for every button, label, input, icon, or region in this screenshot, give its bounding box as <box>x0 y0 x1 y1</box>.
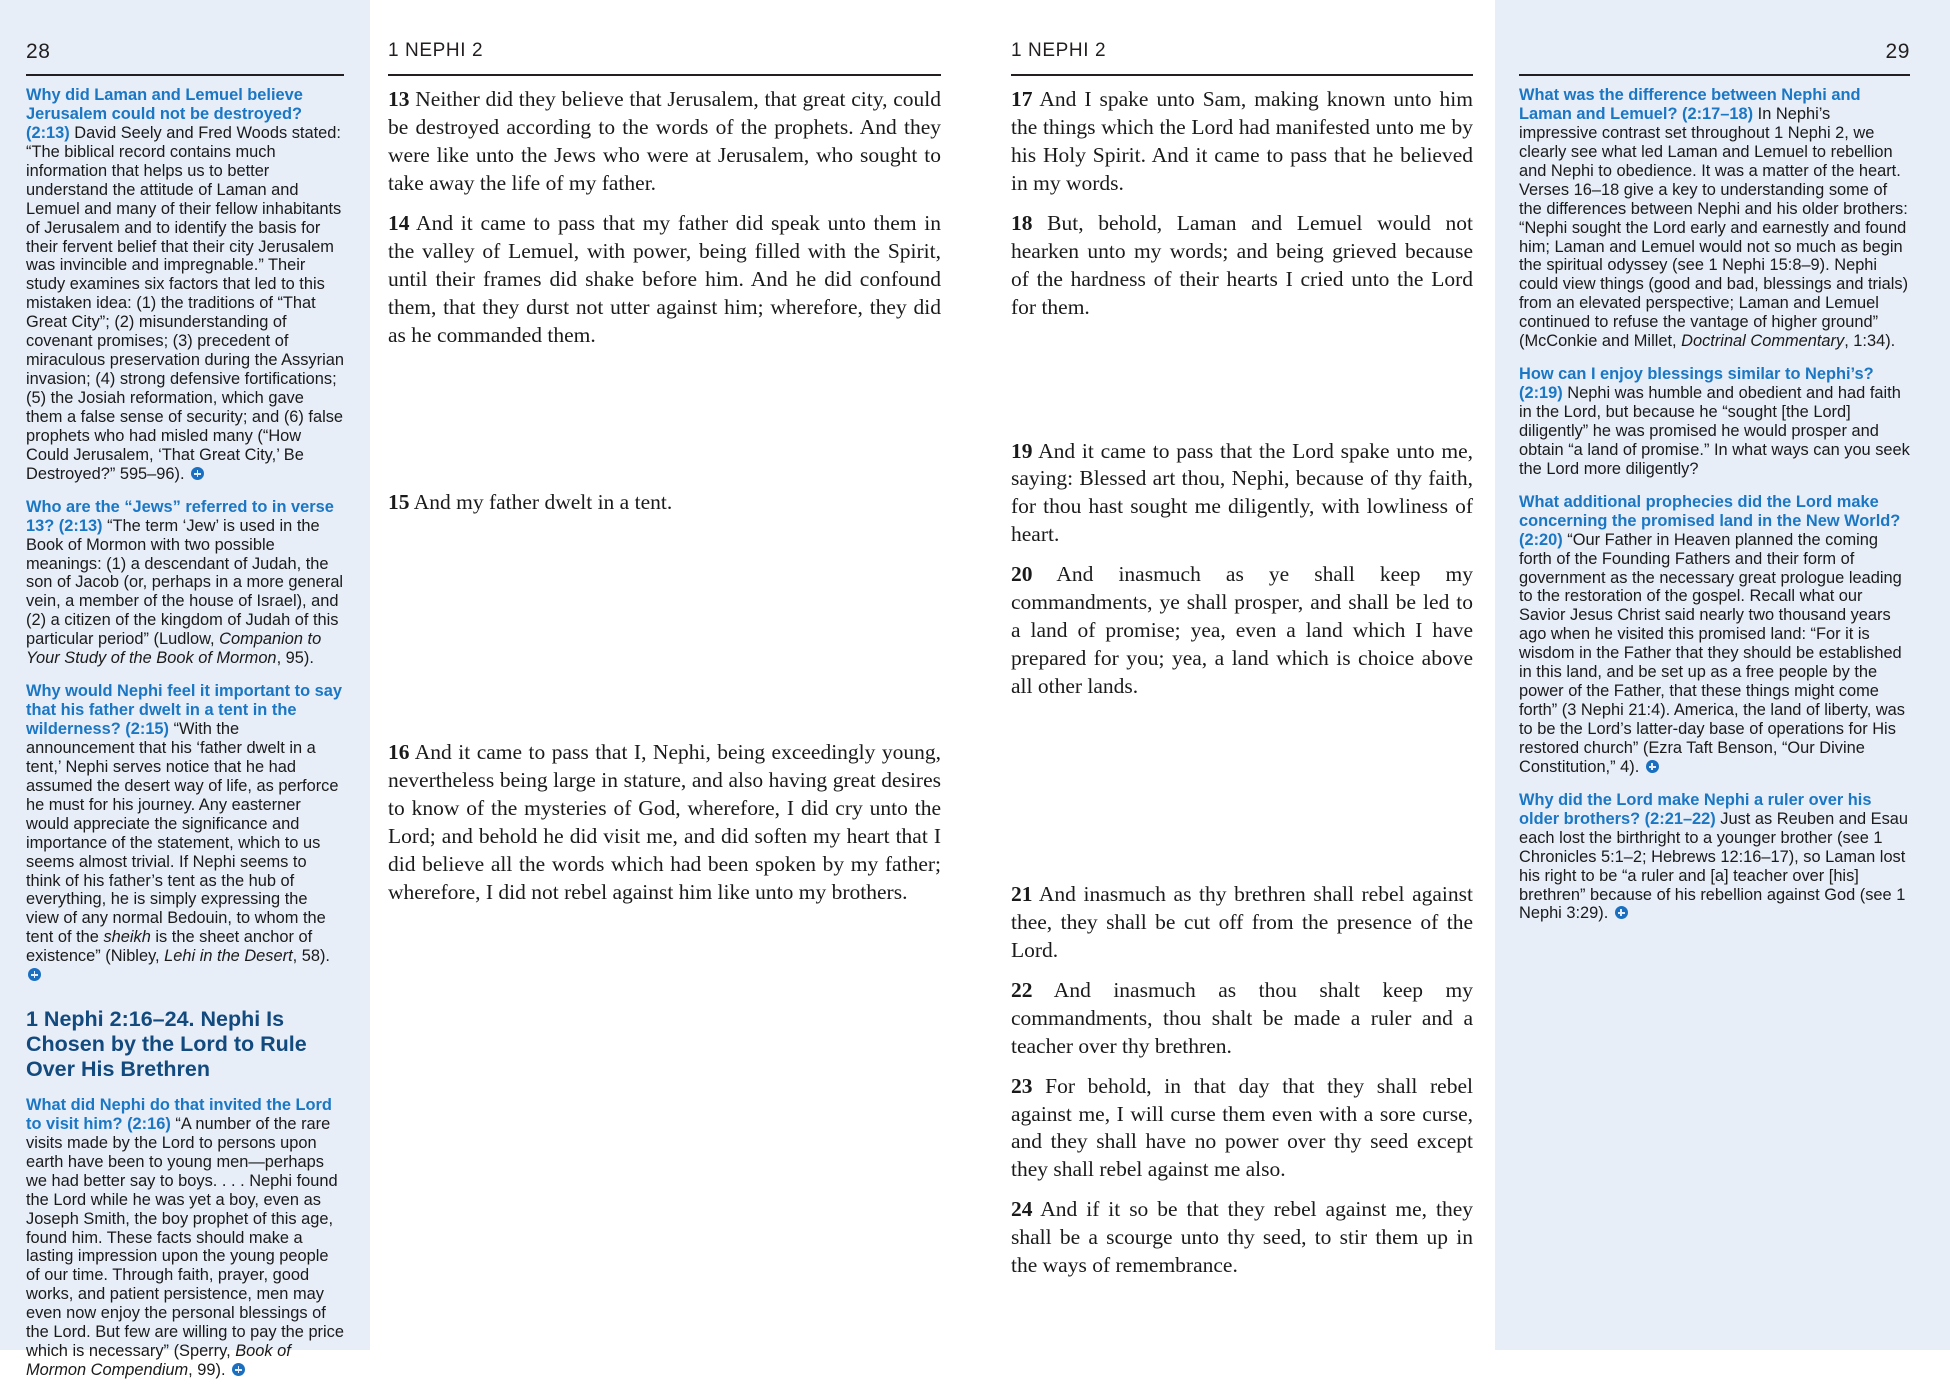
right-scripture-column <box>975 0 1495 1350</box>
sidebar-question-heading: How can I enjoy blessings similar to Nephi’s? (2:19) <box>1519 365 1874 403</box>
plus-circle-icon[interactable] <box>28 968 41 981</box>
right-column-rule <box>1011 74 1473 76</box>
plus-circle-icon[interactable] <box>232 1363 245 1376</box>
sidebar-citation-title: Companion to Your Study of the Book of Mormon <box>26 630 322 668</box>
left-page <box>0 0 975 1380</box>
sidebar-question-heading: What did Nephi do that invited the Lord to visit him? (2:16) <box>26 1095 332 1133</box>
verse-paragraph <box>1011 210 1473 322</box>
sidebar-question-body: “With the announcement that his ‘father dwelt in a tent,’ Nephi serves notice that he had assumed the desert way of life, as perforce he must for his journey. Any easterner would appreciate the significance and importance of the statement, which to us seems almost trivial. If Nephi seems to think of his father’s tent as the hub of everything, he is simply expressing the view of any normal Bedouin, to whom the tent of the <box>26 720 339 947</box>
verse-number: 17 <box>1011 87 1033 111</box>
sidebar-question-body: Just as Reuben and Esau each lost the birthright to a younger brother (see 1 Chronicles 5:1–2; Hebrews 12:16–17), so Laman lost his right to be “a ruler and [a] teacher over [his] brethren” because of his rebellion against God (see 1 Nephi 3:29). <box>1519 809 1909 923</box>
sidebar-question-block <box>1519 791 1910 924</box>
verse-paragraph <box>1011 1073 1473 1185</box>
verse-paragraph <box>388 739 941 907</box>
verse-spacer <box>388 361 941 489</box>
left-running-head: 1 NEPHI 2 <box>388 40 484 61</box>
sidebar-question-body: “Our Father in Heaven planned the coming forth of the Founding Fathers and their form of government as the necessary great prologue leading to the restoration of the gospel. Recall what our Savior Jesus Christ said nearly two thousand years ago when he visited this promised land: “For it is wisdom in the Father that they should be established in this land, and be set up as a free people by the power of the Father, that these things might come forth” (3 Nephi 21:4). America, the land of liberty, was to be the Lord’s latter-day base of operations for His restored church” (Ezra Taft Benson, “Our Divine Constitution,” 4). <box>1519 530 1905 776</box>
right-page <box>975 0 1950 1350</box>
sidebar-citation-page: , 58). <box>292 947 330 966</box>
plus-circle-icon[interactable] <box>1646 760 1659 773</box>
sidebar-body-continued: is the sheet anchor of existence” (Nibley, <box>26 928 313 966</box>
sidebar-question-heading: What was the difference between Nephi and Laman and Lemuel? (2:17–18) <box>1519 86 1861 123</box>
verse-text: But, behold, Laman and Lemuel would not hearken unto my words; and being grieved because of the hardness of their hearts I cried unto the Lord for them. <box>1011 210 1473 319</box>
sidebar-question-heading: Who are the “Jews” referred to in verse 13? (2:13) <box>26 497 334 535</box>
verse-text: And I spake unto Sam, making known unto him the things which the Lord had manifested unto me by his Holy Spirit. And it came to pass that he believed in my words. <box>1011 87 1473 195</box>
verse-paragraph <box>1011 881 1473 965</box>
verse-paragraph <box>1011 977 1473 1061</box>
verse-paragraph <box>388 210 941 350</box>
verse-number: 13 <box>388 87 410 111</box>
verse-number: 19 <box>1011 438 1033 463</box>
left-verse-list <box>388 86 941 919</box>
sidebar-citation-page: , 1:34). <box>1844 332 1896 351</box>
sidebar-citation-title: Lehi in the Desert <box>164 947 293 966</box>
sidebar-citation-page: , 95). <box>276 649 314 668</box>
verse-number: 24 <box>1011 1197 1033 1222</box>
right-sidebar-rule <box>1519 74 1910 76</box>
verse-text: For behold, in that day that they shall rebel against me, I will curse them even with a sore curse, and they shall have no power over thy seed except they shall rebel against me also. <box>1011 1073 1473 1182</box>
sidebar-question-block <box>26 682 344 985</box>
verse-spacer <box>1011 713 1473 881</box>
sidebar-question-heading: What additional prophecies did the Lord make concerning the promised land in the New World? (2:20) <box>1519 492 1901 549</box>
sidebar-question-body: David Seely and Fred Woods stated: “The biblical record contains much information that helps us to better understand the attitude of Laman and Lemuel and many of their fellow inhabitants of Jerusalem and to identify the basis for their fervent belief that their city Jerusalem was invincible and impregnable.” Their study examines six factors that led to this mistaken idea: (1) the traditions of “That Great City”; (2) misunderstanding of covenant promises; (3) precedent of miraculous preservation during the Assyrian invasion; (4) strong defensive fortifications; (5) the Josiah reformation, which gave them a false sense of security; and (6) false prophets who had misled many (“How Could Jerusalem, ‘That Great City,’ Be Destroyed?” 595–96). <box>26 123 344 483</box>
right-verse-list <box>1011 86 1473 1292</box>
sidebar-section-heading: 1 Nephi 2:16–24. Nephi Is Chosen by the Lord to Rule Over His Brethren <box>26 1007 307 1081</box>
verse-spacer <box>388 529 941 739</box>
verse-text: And inasmuch as thy brethren shall rebel against thee, they shall be cut off from the presence of the Lord. <box>1011 881 1473 962</box>
verse-text: And it came to pass that the Lord spake unto me, saying: Blessed art thou, Nephi, because of thy faith, for thou hast sought me diligently, with lowliness of heart. <box>1011 438 1473 547</box>
sidebar-question-block <box>1519 86 1910 351</box>
sidebar-question-body: Nephi was humble and obedient and had faith in the Lord, but because he “sought [the Lord] diligently” he was promised he would prosper and obtain “a land of promise.” In what ways can you seek the Lord more diligently? <box>1519 384 1910 478</box>
left-sidebar-rule <box>26 74 344 76</box>
verse-number: 22 <box>1011 977 1033 1002</box>
right-page-folio: 29 <box>1885 40 1910 63</box>
sidebar-question-block <box>26 86 344 484</box>
verse-number: 18 <box>1011 210 1033 235</box>
sidebar-citation-title: Book of Mormon Compendium <box>26 1342 291 1380</box>
verse-number: 23 <box>1011 1073 1033 1098</box>
left-column-rule <box>388 74 941 76</box>
verse-paragraph <box>388 489 941 517</box>
left-sidebar-body <box>26 86 344 1394</box>
left-page-folio: 28 <box>26 40 51 63</box>
verse-text: Neither did they believe that Jerusalem, that great city, could be destroyed according to the words of the prophets. And they were like unto the Jews who were at Jerusalem, who sought to take away the life of my father. <box>388 87 941 195</box>
sidebar-question-body: In Nephi’s impressive contrast set throughout 1 Nephi 2, we clearly see what led Laman and Lemuel to rebellion and Nephi to obedience. It was a matter of the heart. Verses 16–18 give a key to understanding some of the differences between Nephi and his older brothers: “Nephi sought the Lord early and earnestly and found him; Laman and Lemuel would not so much as begin the spiritual odyssey (see 1 Nephi 15:8–9). Nephi could view things (good and bad, blessings and trials) from an elevated perspective; Laman and Lemuel continued to refuse the vantage of higher ground” (McConkie and Millet, <box>1519 104 1909 351</box>
verse-text: And it came to pass that I, Nephi, being exceedingly young, nevertheless being large in stature, and also having great desires to know of the mysteries of God, wherefore, I did cry unto the Lord; and behold he did visit me, and did soften my heart that I did believe all the words which had been spoken by my father; wherefore, I did not rebel against him like unto my brothers. <box>388 740 941 905</box>
verse-text: And my father dwelt in a tent. <box>409 490 673 515</box>
right-running-head: 1 NEPHI 2 <box>1011 40 1107 61</box>
left-scripture-column <box>370 0 975 1350</box>
sidebar-citation-title: Doctrinal Commentary <box>1681 332 1845 351</box>
sidebar-question-block <box>1519 365 1910 479</box>
sidebar-question-body: “A number of the rare visits made by the Lord to persons upon earth have been to young men—perhaps we had better say to boys. . . . Nephi found the Lord while he was yet a boy, even as Joseph Smith, the boy prophet of this age, found him. These facts should make a lasting impression upon the young people of our time. Through faith, prayer, good works, and patient persistence, men may even now enjoy the personal blessings of the Lord. But few are willing to pay the price which is necessary” (Sperry, <box>26 1114 344 1361</box>
verse-spacer <box>1011 334 1473 438</box>
verse-text: And it came to pass that my father did speak unto them in the valley of Lemuel, with power, being filled with the Spirit, until their frames did shake before him. And he did confound them, that they durst not utter against him; wherefore, they did as he commanded them. <box>388 210 941 347</box>
sidebar-citation-page: , 99). <box>188 1361 231 1380</box>
sidebar-question-block <box>26 1096 344 1380</box>
verse-number: 16 <box>388 740 410 765</box>
verse-text: And if it so be that they rebel against me, they shall be a scourge unto thy seed, to stir them up in the ways of remembrance. <box>1011 1197 1473 1278</box>
verse-paragraph <box>1011 438 1473 550</box>
plus-circle-icon[interactable] <box>1615 906 1628 919</box>
verse-paragraph <box>1011 1196 1473 1280</box>
sidebar-question-block <box>26 498 344 668</box>
verse-text: And inasmuch as thou shalt keep my commandments, thou shalt be made a ruler and a teacher over thy brethren. <box>1011 977 1473 1058</box>
right-sidebar-body <box>1519 86 1910 937</box>
sidebar-italic-term: sheikh <box>103 928 151 947</box>
sidebar-question-block <box>1519 493 1910 777</box>
verse-paragraph <box>1011 86 1473 198</box>
verse-number: 21 <box>1011 881 1033 906</box>
verse-number: 14 <box>388 210 410 235</box>
left-sidebar <box>0 0 370 1380</box>
verse-number: 15 <box>388 490 410 515</box>
verse-text: And inasmuch as ye shall keep my commandments, ye shall prosper, and shall be led to a land of promise; yea, even a land which I have prepared for you; yea, a land which is choice above all other lands. <box>1011 562 1473 698</box>
verse-paragraph <box>1011 561 1473 701</box>
sidebar-question-heading: Why would Nephi feel it important to say that his father dwelt in a tent in the wilderness? (2:15) <box>26 682 342 738</box>
sidebar-question-heading: Why did the Lord make Nephi a ruler over his older brothers? (2:21–22) <box>1519 790 1872 828</box>
verse-number: 20 <box>1011 562 1033 587</box>
plus-circle-icon[interactable] <box>191 467 204 480</box>
sidebar-question-body: “The term ‘Jew’ is used in the Book of Mormon with two possible meanings: (1) a descendant of Judah, the son of Jacob (or, perhaps in a more general vein, a member of the house of Israel), and (2) a citizen of the kingdom of Judah of this particular period” (Ludlow, <box>26 516 344 649</box>
right-sidebar <box>1495 0 1950 1350</box>
sidebar-question-heading: Why did Laman and Lemuel believe Jerusalem could not be destroyed? (2:13) <box>26 86 303 142</box>
verse-paragraph <box>388 86 941 198</box>
